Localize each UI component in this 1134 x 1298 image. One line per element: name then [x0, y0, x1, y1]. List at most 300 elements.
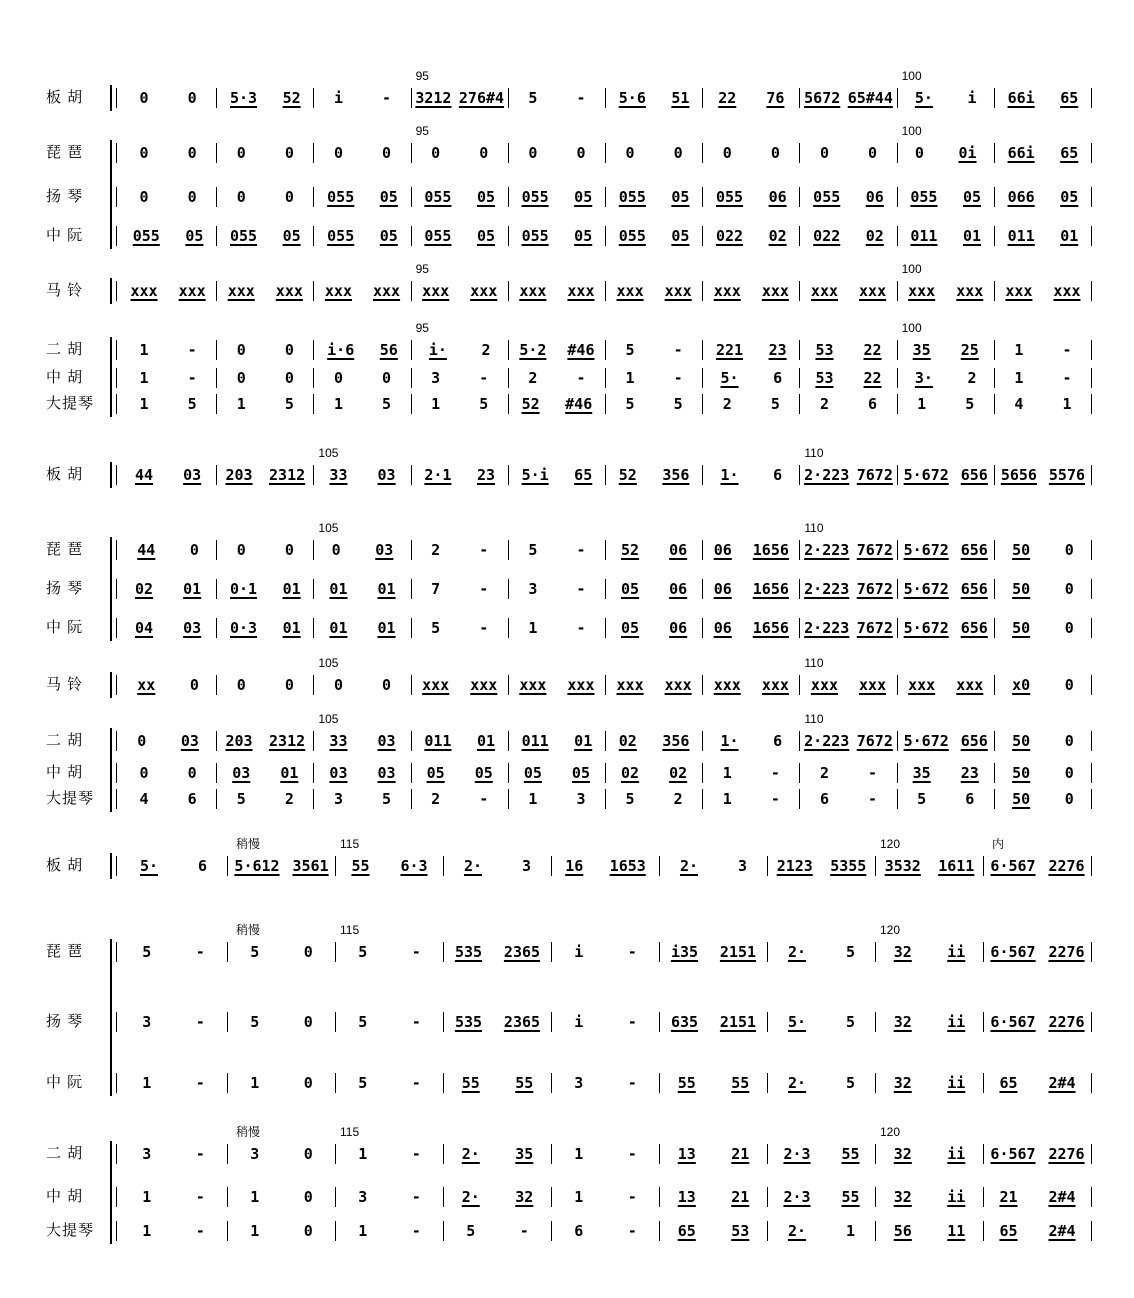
- measure: [984, 1073, 1092, 1093]
- measure-list: [120, 672, 1092, 698]
- beat-notes: 5·i: [521, 466, 549, 484]
- measure: [606, 143, 703, 163]
- beat-notes: 06: [669, 541, 688, 559]
- beat-notes: 0: [187, 144, 197, 162]
- beat-notes: 055: [132, 227, 160, 245]
- beat-notes: -: [627, 943, 637, 961]
- measure: [314, 540, 411, 560]
- barline: [116, 465, 117, 485]
- measure: [228, 1073, 336, 1093]
- beat-notes: 2: [819, 395, 829, 413]
- beat-notes: 01: [1060, 227, 1079, 245]
- measure: [412, 226, 509, 246]
- beat-notes: 0: [333, 676, 343, 694]
- beat-notes: -: [576, 619, 586, 637]
- beat-notes: 5: [917, 790, 927, 808]
- beat-notes: 5672: [804, 89, 841, 107]
- beat-notes: xxx: [519, 282, 547, 300]
- measure: [314, 579, 411, 599]
- measure: [876, 1221, 984, 1241]
- measure: [606, 618, 703, 638]
- beat-notes: 33: [329, 732, 348, 750]
- beat-notes: -: [627, 1222, 637, 1240]
- measure: [444, 942, 552, 962]
- measure-number: 95: [415, 262, 429, 276]
- beat-notes: 55: [515, 1074, 534, 1092]
- beat-notes: 2312: [269, 466, 306, 484]
- staff-row: [38, 85, 1100, 111]
- measure: [228, 856, 336, 876]
- beat-notes: 66i: [1007, 144, 1035, 162]
- beat-notes: 5: [358, 1074, 368, 1092]
- barline: [116, 856, 117, 876]
- beat-notes: 0: [137, 732, 147, 750]
- beat-notes: 25: [960, 341, 979, 359]
- beat-notes: 1: [1014, 341, 1024, 359]
- barline: [116, 618, 117, 638]
- measure: [217, 187, 314, 207]
- beat-notes: 1: [1014, 369, 1024, 387]
- beat-notes: xx: [137, 676, 156, 694]
- beat-notes: -: [479, 580, 489, 598]
- measure: [606, 281, 703, 301]
- beat-notes: 65: [999, 1222, 1018, 1240]
- measure: [898, 618, 995, 638]
- beat-notes: 1·: [720, 466, 739, 484]
- beat-notes: 1: [528, 790, 538, 808]
- measure: [768, 1012, 876, 1032]
- measure: [509, 540, 606, 560]
- beat-notes: 0: [189, 676, 199, 694]
- beat-notes: 055: [910, 188, 938, 206]
- beat-notes: 1: [574, 1145, 584, 1163]
- beat-notes: 5: [845, 1074, 856, 1092]
- beat-notes: 0: [236, 144, 246, 162]
- barline: [116, 675, 117, 695]
- measure: [412, 579, 509, 599]
- beat-notes: 0: [333, 144, 343, 162]
- beat-notes: xxx: [422, 676, 450, 694]
- beat-notes: 01: [282, 580, 301, 598]
- beat-notes: xxx: [956, 282, 984, 300]
- staff-row: [38, 1184, 1100, 1210]
- beat-notes: 01: [329, 619, 348, 637]
- beat-notes: i·6: [327, 341, 355, 359]
- beat-notes: 0: [284, 676, 294, 694]
- beat-notes: 4: [139, 790, 149, 808]
- measure: [314, 763, 411, 783]
- beat-notes: 05: [476, 188, 496, 206]
- beat-notes: 6·3: [400, 857, 428, 875]
- measure: [509, 731, 606, 751]
- instrument-name: 中 胡: [46, 1188, 84, 1205]
- measure: [660, 1187, 768, 1207]
- instrument-name: 板 胡: [46, 466, 84, 483]
- beat-notes: 3: [521, 857, 532, 875]
- staff-row: [38, 1009, 1100, 1035]
- beat-notes: 06: [713, 580, 732, 598]
- measure-number: 110: [804, 712, 824, 726]
- measure: [120, 368, 217, 388]
- measure-list: [120, 337, 1092, 363]
- beat-notes: 3: [358, 1188, 368, 1206]
- beat-notes: -: [195, 1188, 205, 1206]
- instrument-name: 马 铃: [46, 676, 84, 693]
- beat-notes: 5·672: [903, 580, 949, 598]
- beat-notes: 2·: [787, 943, 807, 961]
- beat-notes: xxx: [324, 282, 352, 300]
- beat-notes: -: [627, 1074, 637, 1092]
- instrument-name: 板 胡: [46, 89, 84, 106]
- beat-notes: 0: [625, 144, 635, 162]
- beat-notes: 5·672: [903, 541, 949, 559]
- beat-notes: 55: [351, 857, 370, 875]
- beat-notes: 22: [863, 369, 882, 387]
- beat-notes: xxx: [908, 676, 936, 694]
- measure: [120, 540, 217, 560]
- beat-notes: 5·672: [903, 619, 949, 637]
- barline: [116, 340, 117, 360]
- beat-notes: 50: [1012, 732, 1031, 750]
- measure: [984, 856, 1092, 876]
- measure: [800, 579, 897, 599]
- instrument-name: 中 阮: [46, 619, 84, 636]
- instrument-name: 琵 琶: [46, 943, 84, 960]
- beat-notes: 01: [280, 764, 299, 782]
- measure: [412, 618, 509, 638]
- beat-notes: 656: [960, 466, 988, 484]
- measure-list: [120, 615, 1092, 641]
- beat-notes: 5: [528, 541, 538, 559]
- beat-notes: 53: [815, 369, 834, 387]
- beat-notes: 55: [677, 1074, 696, 1092]
- measure: [606, 465, 703, 485]
- measure-list: [120, 939, 1092, 965]
- measure-number: 100: [901, 69, 922, 83]
- measure-number: 120: [880, 1125, 901, 1139]
- beat-notes: 65: [1060, 144, 1079, 162]
- beat-notes: 011: [910, 227, 938, 245]
- measure-list: [120, 365, 1092, 391]
- beat-notes: 05: [621, 619, 640, 637]
- barline: [116, 942, 117, 962]
- beat-notes: x0: [1012, 676, 1031, 694]
- beat-notes: 03: [377, 764, 396, 782]
- beat-notes: 2: [819, 764, 829, 782]
- measure: [509, 618, 606, 638]
- beat-notes: ii: [947, 1074, 966, 1092]
- beat-notes: 2: [722, 395, 732, 413]
- measure: [509, 340, 606, 360]
- measure: [768, 1073, 876, 1093]
- beat-notes: 6: [773, 732, 783, 750]
- beat-notes: 3: [142, 1145, 152, 1163]
- beat-notes: 7672: [856, 619, 893, 637]
- beat-notes: 3561: [292, 857, 329, 875]
- staff-row: [38, 728, 1100, 754]
- measure-number: 120: [880, 923, 901, 937]
- measure: [314, 789, 411, 809]
- beat-notes: 5·2: [519, 341, 547, 359]
- measure: [606, 540, 703, 560]
- measure-number: 95: [415, 321, 429, 335]
- beat-notes: 01: [574, 732, 593, 750]
- beat-notes: 0: [722, 144, 732, 162]
- beat-notes: xxx: [859, 676, 887, 694]
- measure: [995, 540, 1092, 560]
- measure: [120, 942, 228, 962]
- beat-notes: 055: [618, 227, 646, 245]
- beat-notes: 23: [768, 341, 787, 359]
- measure: [800, 394, 897, 414]
- beat-notes: -: [868, 764, 878, 782]
- beat-notes: -: [187, 369, 197, 387]
- measure: [314, 187, 411, 207]
- beat-notes: 1656: [752, 580, 789, 598]
- measure-list: [120, 537, 1092, 563]
- beat-notes: 44: [137, 541, 156, 559]
- measure: [120, 1221, 228, 1241]
- tempo-marking: 稍慢: [236, 1125, 261, 1139]
- barline: [116, 540, 117, 560]
- beat-notes: 2·: [787, 1074, 807, 1092]
- beat-notes: 6: [819, 790, 829, 808]
- beat-notes: 0: [914, 144, 924, 162]
- beat-notes: -: [868, 790, 878, 808]
- beat-notes: -: [479, 541, 489, 559]
- measure: [228, 1012, 336, 1032]
- measure-number: 105: [318, 521, 339, 535]
- beat-notes: -: [627, 1188, 637, 1206]
- instrument-name: 扬 琴: [46, 580, 84, 597]
- staff-row: [38, 391, 1100, 417]
- measure: [898, 281, 995, 301]
- beat-notes: -: [1062, 341, 1072, 359]
- beat-notes: 04: [135, 619, 154, 637]
- barline: [116, 1221, 117, 1241]
- measure: [228, 1187, 336, 1207]
- instrument-name: 琵 琶: [46, 144, 84, 161]
- beat-notes: 05: [476, 227, 496, 245]
- beat-notes: 5·3: [229, 89, 258, 107]
- measure-list: [120, 728, 1092, 754]
- beat-notes: 0: [139, 764, 149, 782]
- beat-notes: 203: [225, 732, 253, 750]
- beat-notes: 52: [282, 89, 301, 107]
- beat-notes: 65: [677, 1222, 696, 1240]
- measure-number: 115: [340, 1125, 360, 1139]
- beat-notes: 3532: [884, 857, 921, 875]
- beat-notes: -: [411, 1013, 421, 1031]
- beat-notes: ii: [947, 1145, 966, 1163]
- measure: [120, 1012, 228, 1032]
- beat-notes: 5·672: [903, 466, 949, 484]
- beat-notes: -: [411, 1188, 421, 1206]
- beat-notes: 03: [329, 764, 348, 782]
- beat-notes: 01: [476, 732, 496, 750]
- beat-notes: 66i: [1007, 89, 1035, 107]
- beat-notes: 5: [382, 395, 392, 413]
- beat-notes: 55: [461, 1074, 480, 1092]
- beat-notes: 0: [303, 1222, 313, 1240]
- beat-notes: 50: [1012, 619, 1031, 637]
- instrument-name: 中 胡: [46, 369, 84, 386]
- measure: [314, 731, 411, 751]
- beat-notes: 32: [893, 1145, 912, 1163]
- beat-notes: 011: [521, 732, 549, 750]
- beat-notes: -: [673, 369, 683, 387]
- beat-notes: 1: [917, 395, 927, 413]
- beat-notes: 2151: [719, 943, 757, 961]
- beat-notes: 52: [521, 395, 540, 413]
- barline: [116, 789, 117, 809]
- beat-notes: 1: [250, 1188, 260, 1206]
- beat-notes: 11: [947, 1222, 966, 1240]
- beat-notes: 656: [960, 619, 988, 637]
- beat-notes: 0: [431, 144, 441, 162]
- beat-notes: -: [479, 619, 489, 637]
- beat-notes: 5: [358, 1013, 368, 1031]
- beat-notes: i: [574, 1013, 584, 1031]
- beat-notes: xxx: [761, 676, 789, 694]
- measure: [898, 88, 995, 108]
- instrument-name: 扬 琴: [46, 1013, 84, 1030]
- measure: [509, 143, 606, 163]
- beat-notes: 022: [715, 227, 744, 245]
- measure: [412, 340, 509, 360]
- measure: [120, 143, 217, 163]
- measure: [995, 394, 1092, 414]
- barline: [116, 281, 117, 301]
- measure: [217, 368, 314, 388]
- measure: [984, 1012, 1092, 1032]
- beat-notes: 1: [236, 395, 246, 413]
- measure: [984, 942, 1092, 962]
- beat-notes: 03: [377, 466, 396, 484]
- beat-notes: 0: [479, 144, 489, 162]
- measure: [703, 618, 800, 638]
- measure: [444, 1187, 552, 1207]
- measure: [606, 394, 703, 414]
- measure: [800, 340, 897, 360]
- beat-notes: 055: [327, 188, 355, 206]
- beat-notes: 02: [768, 227, 787, 245]
- beat-notes: 5: [284, 395, 294, 413]
- beat-notes: -: [576, 580, 586, 598]
- beat-notes: 22: [718, 89, 737, 107]
- beat-notes: i: [574, 943, 584, 961]
- measure: [703, 340, 800, 360]
- beat-notes: 65#44: [847, 89, 893, 107]
- beat-notes: 022: [813, 227, 841, 245]
- beat-notes: 1: [139, 395, 149, 413]
- measure: [995, 731, 1092, 751]
- measure: [703, 540, 800, 560]
- staff-row: [38, 786, 1100, 812]
- beat-notes: 2·223: [804, 541, 850, 559]
- measure: [768, 856, 876, 876]
- beat-notes: 06: [713, 619, 732, 637]
- measure: [768, 1144, 876, 1164]
- measure: [995, 88, 1092, 108]
- beat-notes: 05: [574, 188, 593, 206]
- beat-notes: 0: [770, 144, 780, 162]
- beat-notes: 0: [576, 144, 586, 162]
- beat-notes: 0: [236, 676, 246, 694]
- measure: [800, 226, 897, 246]
- staff-row: [38, 615, 1100, 641]
- barline: [116, 394, 117, 414]
- beat-notes: 13: [677, 1188, 696, 1206]
- beat-notes: 05: [282, 227, 301, 245]
- measure: [898, 789, 995, 809]
- measure: [217, 763, 314, 783]
- measure: [552, 942, 660, 962]
- beat-notes: 5656: [1000, 466, 1037, 484]
- beat-notes: xxx: [1053, 282, 1081, 300]
- beat-notes: 1: [574, 1188, 584, 1206]
- beat-notes: 2: [431, 790, 441, 808]
- measure: [995, 226, 1092, 246]
- beat-notes: 5·672: [903, 732, 949, 750]
- beat-notes: 02: [865, 227, 884, 245]
- beat-notes: 011: [1007, 227, 1035, 245]
- instrument-name: 中 胡: [46, 764, 84, 781]
- measure: [995, 143, 1092, 163]
- beat-notes: 2365: [503, 1013, 541, 1031]
- measure: [606, 579, 703, 599]
- staff-row: [38, 223, 1100, 249]
- beat-notes: 0: [284, 341, 294, 359]
- beat-notes: 5·: [720, 369, 739, 387]
- beat-notes: -: [673, 341, 683, 359]
- measure: [412, 465, 509, 485]
- beat-notes: 1: [250, 1222, 260, 1240]
- beat-notes: xxx: [810, 676, 839, 694]
- beat-notes: 356: [662, 466, 690, 484]
- measure-number: 115: [340, 923, 360, 937]
- beat-notes: 055: [813, 188, 841, 206]
- measure: [703, 143, 800, 163]
- measure: [217, 675, 314, 695]
- instrument-name: 二 胡: [46, 1145, 84, 1162]
- staff-row: [38, 140, 1100, 166]
- beat-notes: -: [1062, 369, 1072, 387]
- beat-notes: 5: [625, 395, 635, 413]
- measure: [217, 340, 314, 360]
- beat-notes: 5: [479, 395, 489, 413]
- beat-notes: 32: [893, 1188, 912, 1206]
- beat-notes: 055: [424, 227, 452, 245]
- measure-list: [120, 462, 1092, 488]
- measure: [120, 731, 217, 751]
- beat-notes: 6·567: [990, 1013, 1036, 1031]
- measure: [509, 579, 606, 599]
- beat-notes: xxx: [422, 282, 450, 300]
- beat-notes: xxx: [1005, 282, 1033, 300]
- beat-notes: 5: [625, 341, 635, 359]
- beat-notes: 656: [960, 580, 988, 598]
- measure-list: [120, 223, 1092, 249]
- instrument-name: 二 胡: [46, 732, 84, 749]
- measure: [898, 540, 995, 560]
- beat-notes: 1: [358, 1222, 368, 1240]
- tempo-marking: 内: [992, 837, 1005, 851]
- measure-list: [120, 1141, 1092, 1167]
- beat-notes: 21: [731, 1188, 750, 1206]
- beat-notes: 1653: [609, 857, 646, 875]
- measure-list: [120, 184, 1092, 210]
